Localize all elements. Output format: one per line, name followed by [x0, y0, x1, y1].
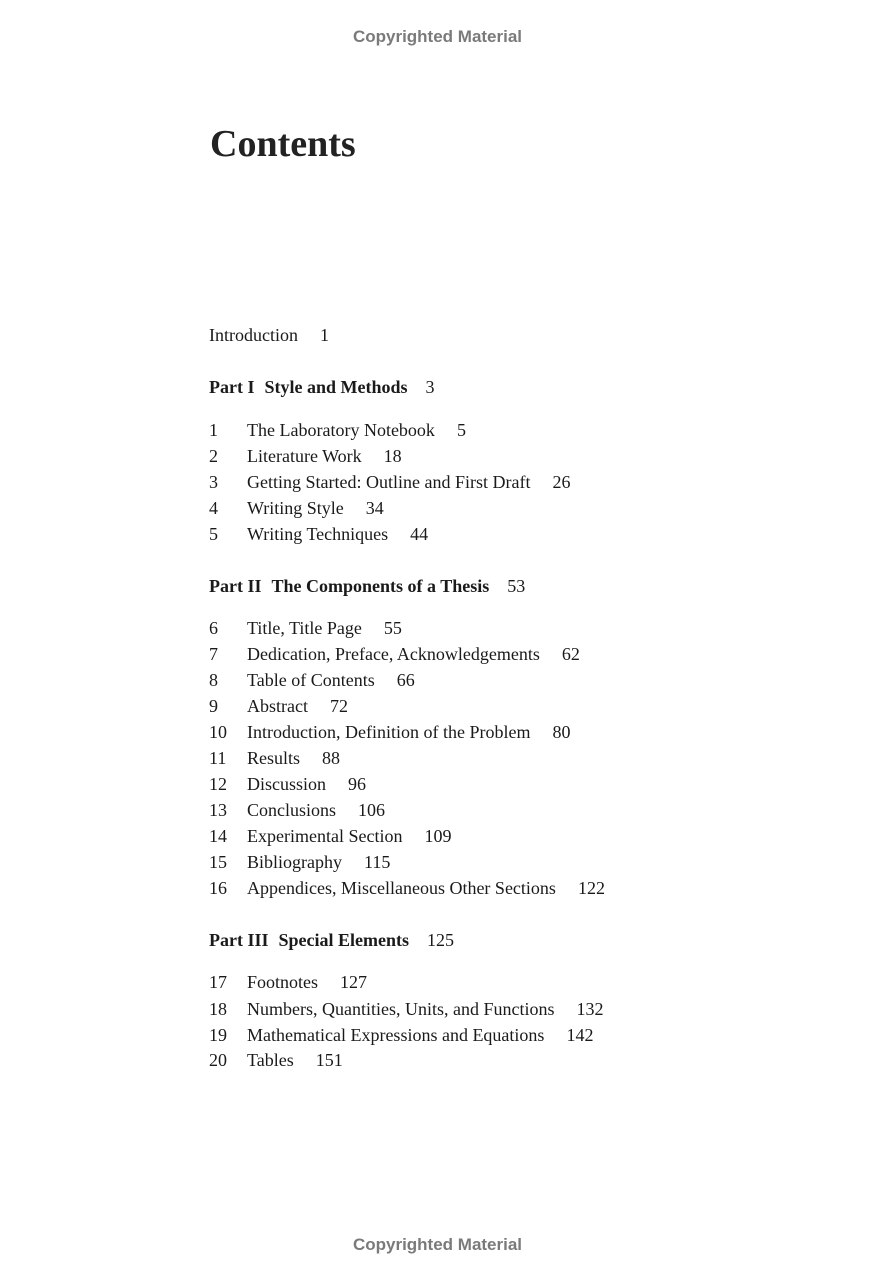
- chapter-number: 4: [209, 498, 218, 518]
- toc-chapter: [209, 644, 580, 665]
- toc-chapter: [209, 472, 570, 493]
- part-label: Part I: [209, 377, 255, 397]
- toc-part-heading: [209, 377, 435, 398]
- chapter-title: Numbers, Quantities, Units, and Functions: [247, 999, 555, 1019]
- chapter-page: 151: [315, 1050, 343, 1070]
- toc-chapter: [209, 722, 570, 743]
- part-name: Special Elements: [278, 930, 409, 950]
- chapter-title: Experimental Section: [247, 826, 403, 846]
- chapter-page: 96: [348, 774, 367, 794]
- chapter-number: 13: [209, 800, 227, 820]
- chapter-page: 88: [322, 748, 341, 768]
- chapter-title: Discussion: [247, 774, 327, 794]
- toc-part-heading: [209, 930, 454, 951]
- toc-chapter: [209, 1050, 343, 1071]
- page-title: Contents: [210, 123, 356, 165]
- part-label: Part II: [209, 576, 262, 596]
- part-page: 3: [425, 377, 435, 397]
- chapter-number: 14: [209, 826, 227, 846]
- toc-chapter: [209, 972, 367, 993]
- chapter-title: Footnotes: [247, 972, 319, 992]
- chapter-page: 62: [561, 644, 580, 664]
- chapter-page: 122: [577, 878, 605, 898]
- chapter-page: 80: [552, 722, 571, 742]
- chapter-page: 109: [424, 826, 452, 846]
- chapter-title: Writing Style: [247, 498, 344, 518]
- toc-chapter: [209, 498, 384, 519]
- chapter-title: Conclusions: [247, 800, 337, 820]
- chapter-title: Results: [247, 748, 301, 768]
- chapter-title: Writing Techniques: [247, 524, 389, 544]
- toc-introduction-label: Introduction: [209, 325, 298, 345]
- part-name: Style and Methods: [264, 377, 408, 397]
- chapter-page: 127: [340, 972, 368, 992]
- chapter-number: 3: [209, 472, 218, 492]
- chapter-page: 142: [566, 1025, 594, 1045]
- toc-chapter: [209, 826, 451, 847]
- chapter-page: 132: [576, 999, 604, 1019]
- chapter-title: Introduction, Definition of the Problem: [247, 722, 531, 742]
- chapter-number: 1: [209, 420, 218, 440]
- chapter-number: 11: [209, 748, 227, 768]
- part-page: 125: [427, 930, 454, 950]
- chapter-page: 18: [383, 446, 402, 466]
- chapter-page: 66: [396, 670, 415, 690]
- toc-chapter: [209, 999, 603, 1020]
- chapter-number: 16: [209, 878, 227, 898]
- chapter-page: 26: [552, 472, 571, 492]
- chapter-page: 115: [364, 852, 391, 872]
- chapter-number: 2: [209, 446, 218, 466]
- toc-chapter: [209, 446, 402, 467]
- toc-chapter: [209, 1025, 593, 1046]
- chapter-number: 15: [209, 852, 227, 872]
- toc-chapter: [209, 852, 390, 873]
- chapter-title: Dedication, Preface, Acknowledgements: [247, 644, 540, 664]
- chapter-title: Getting Started: Outline and First Draft: [247, 472, 531, 492]
- chapter-title: The Laboratory Notebook: [247, 420, 435, 440]
- toc-chapter: [209, 618, 402, 639]
- chapter-title: Table of Contents: [247, 670, 375, 690]
- chapter-number: 7: [209, 644, 218, 664]
- chapter-page: 5: [456, 420, 466, 440]
- chapter-number: 9: [209, 696, 218, 716]
- chapter-number: 12: [209, 774, 227, 794]
- chapter-page: 106: [358, 800, 386, 820]
- toc-chapter: [209, 878, 605, 899]
- part-page: 53: [507, 576, 526, 596]
- chapter-number: 17: [209, 972, 227, 992]
- chapter-number: 20: [209, 1050, 227, 1070]
- watermark-bottom: Copyrighted Material: [352, 1235, 523, 1254]
- chapter-title: Literature Work: [247, 446, 362, 466]
- chapter-title: Mathematical Expressions and Equations: [247, 1025, 545, 1045]
- toc-introduction-page: 1: [319, 325, 329, 345]
- chapter-number: 8: [209, 670, 218, 690]
- chapter-page: 55: [383, 618, 402, 638]
- toc-chapter: [209, 524, 428, 545]
- chapter-number: 6: [209, 618, 218, 638]
- chapter-number: 5: [209, 524, 218, 544]
- toc-chapter: [209, 800, 385, 821]
- part-label: Part III: [209, 930, 269, 950]
- toc-chapter: [209, 420, 466, 441]
- toc-introduction: [209, 325, 329, 346]
- chapter-title: Title, Title Page: [247, 618, 362, 638]
- chapter-title: Appendices, Miscellaneous Other Sections: [247, 878, 556, 898]
- chapter-number: 18: [209, 999, 227, 1019]
- chapter-title: Tables: [247, 1050, 294, 1070]
- toc-chapter: [209, 748, 340, 769]
- toc-part-heading: [209, 576, 525, 597]
- toc-chapter: [209, 696, 348, 717]
- chapter-page: 44: [410, 524, 429, 544]
- toc-chapter: [209, 670, 415, 691]
- chapter-number: 19: [209, 1025, 227, 1045]
- chapter-title: Abstract: [247, 696, 308, 716]
- toc-chapter: [209, 774, 366, 795]
- chapter-title: Bibliography: [247, 852, 342, 872]
- watermark-top: Copyrighted Material: [352, 27, 523, 46]
- part-name: The Components of a Thesis: [271, 576, 490, 596]
- chapter-page: 34: [365, 498, 384, 518]
- chapter-number: 10: [209, 722, 227, 742]
- chapter-page: 72: [329, 696, 348, 716]
